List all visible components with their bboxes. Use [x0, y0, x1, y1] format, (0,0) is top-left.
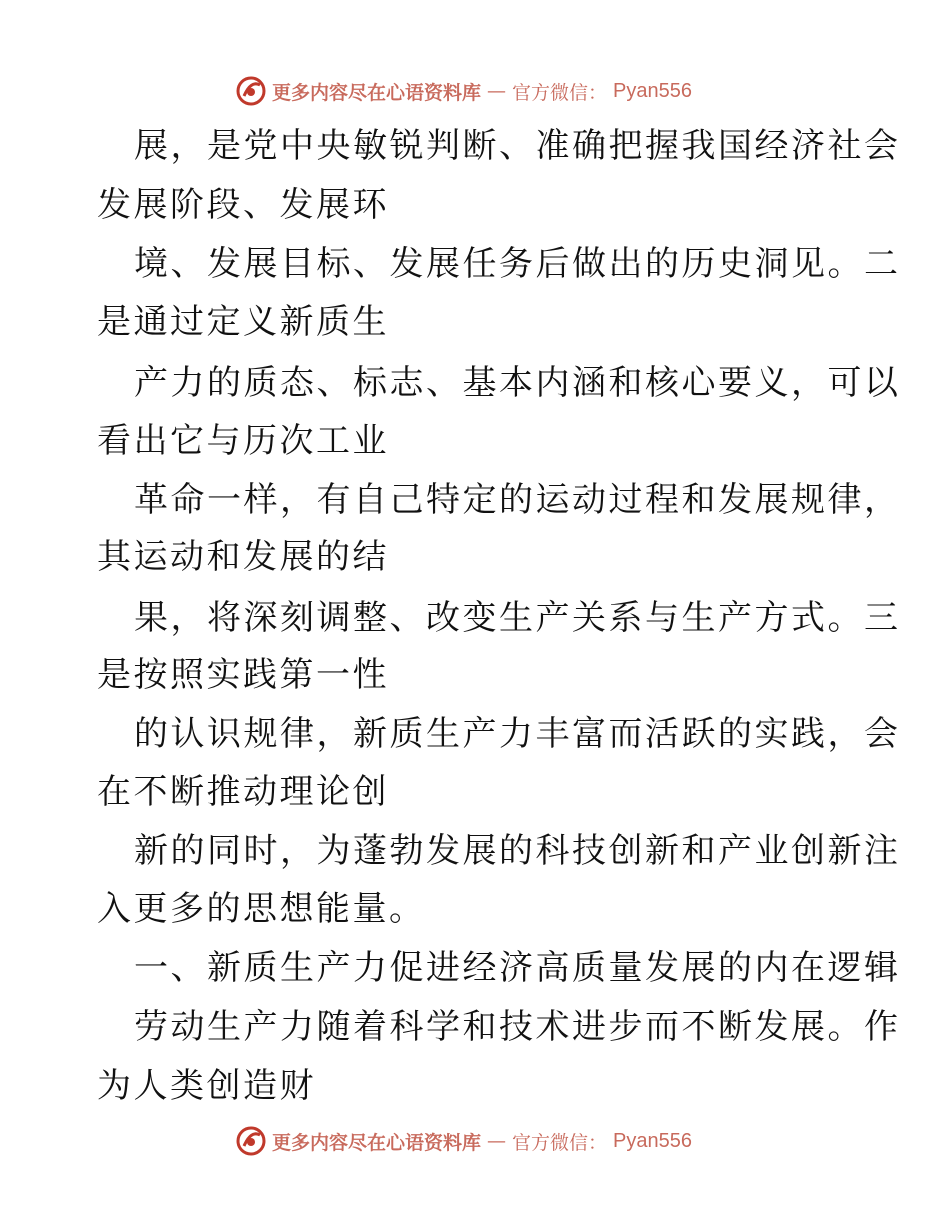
footer-brand-text: 更多内容尽在心语资料库	[272, 1131, 482, 1154]
text-line: 在不断推动理论创	[97, 772, 389, 812]
page-footer	[236, 1124, 716, 1158]
text-line: 看出它与历次工业	[97, 421, 389, 461]
page-header	[236, 74, 716, 108]
text-line: 的认识规律，新质生产力丰富而活跃的实践，会	[134, 714, 901, 754]
text-line: 果，将深刻调整、改变生产关系与生产方式。三	[134, 598, 901, 638]
logo-icon	[236, 76, 266, 106]
header-wechat-label: 官方微信：	[512, 81, 608, 104]
text-line: 入更多的思想能量。	[97, 889, 426, 929]
text-line: 新的同时，为蓬勃发展的科技创新和产业创新注	[134, 831, 901, 871]
text-line: 境、发展目标、发展任务后做出的历史洞见。二	[134, 244, 901, 284]
text-line: 发展阶段、发展环	[97, 185, 389, 225]
text-line: 产力的质态、标志、基本内涵和核心要义，可以	[134, 363, 901, 403]
header-brand-text: 更多内容尽在心语资料库	[272, 81, 482, 104]
text-line: 为人类创造财	[97, 1066, 316, 1106]
footer-wechat-id: Pyan556	[613, 1129, 692, 1152]
text-line: 展，是党中央敏锐判断、准确把握我国经济社会	[134, 126, 901, 166]
footer-wechat-label: 官方微信：	[512, 1131, 608, 1154]
logo-icon	[236, 1126, 266, 1156]
text-line: 劳动生产力随着科学和技术进步而不断发展。作	[134, 1007, 901, 1047]
text-line: 革命一样，有自己特定的运动过程和发展规律，	[134, 480, 901, 520]
text-line: 是通过定义新质生	[97, 302, 389, 342]
footer-dash: —	[487, 1130, 507, 1152]
text-line: 是按照实践第一性	[97, 655, 389, 695]
text-line: 其运动和发展的结	[97, 537, 389, 577]
section-heading: 一、新质生产力促进经济高质量发展的内在逻辑	[134, 948, 901, 988]
header-dash: —	[487, 80, 507, 102]
header-wechat-id: Pyan556	[613, 79, 692, 102]
